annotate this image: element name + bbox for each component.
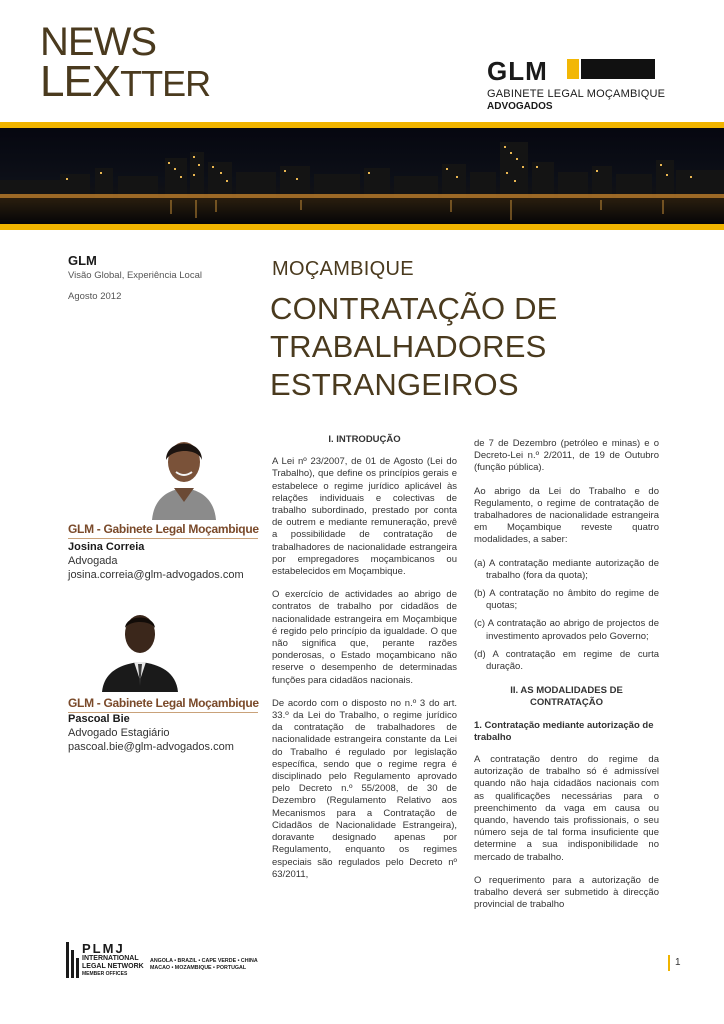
newsletter-title-tter: TTER bbox=[120, 63, 211, 104]
headline-line: ESTRANGEIROS bbox=[270, 367, 519, 402]
newsletter-title-lex: LEX bbox=[40, 57, 121, 106]
page-number: 1 bbox=[675, 957, 681, 968]
article-column-2 bbox=[474, 438, 659, 923]
plmj-network-name bbox=[82, 955, 144, 970]
glm-logo-yellow-block bbox=[567, 59, 579, 79]
paragraph: A Lei nº 23/2007, de 01 de Agosto (Lei do Trabalho), que define os princípios gerais e estabelece o regime jurídico aplicável às relações individuais e colectivas de trabalho subordinado, prestado por conta de outrem e mediante remuneração, prevê a possibilidade de contratação de trabalhadores de nacionalidade estrangeira por empregadores moçambicanos ou estabelecidos em Moçambique. bbox=[272, 456, 457, 578]
contact-divider bbox=[68, 538, 258, 539]
newsletter-title-line2 bbox=[40, 57, 211, 106]
headline-line: CONTRATAÇÃO DE bbox=[270, 291, 558, 326]
list-item: (b) A contratação no âmbito do regime de quotas; bbox=[474, 588, 659, 612]
article-column-1 bbox=[272, 434, 457, 892]
paragraph: A contratação dentro do regime da autorização de trabalho só é admissível quando não haja cidadãos nacionais com as qualificações necessárias para o preenchimento da vaga em causa ou quando, havendo tais profissionais, o seu número seja de tal forma insuficiente que determine a sua indisponibilidade no mercado de trabalho. bbox=[474, 754, 659, 863]
section-heading-modalidades: II. AS MODALIDADES DE CONTRATAÇÃO bbox=[510, 685, 623, 709]
sidebar-info bbox=[68, 253, 258, 302]
article-country: MOÇAMBIQUE bbox=[272, 258, 414, 280]
contact-email[interactable]: josina.correia@glm-advogados.com bbox=[68, 569, 244, 581]
contact-photo bbox=[94, 600, 186, 692]
plmj-countries bbox=[150, 958, 258, 972]
headline-line: TRABALHADORES bbox=[270, 329, 547, 364]
contact-firm: GLM - Gabinete Legal Moçambique bbox=[68, 522, 259, 536]
contact-role: Advogado Estagiário bbox=[68, 727, 170, 739]
section-heading-introducao: I. INTRODUÇÃO bbox=[328, 434, 401, 445]
plmj-countries-line2: MACAO • MOZAMBIQUE • PORTUGAL bbox=[150, 965, 247, 971]
sidebar-org: GLM bbox=[68, 253, 97, 268]
contact-card bbox=[68, 600, 268, 760]
plmj-network-logo bbox=[66, 942, 266, 982]
subsection-heading: 1. Contratação mediante autorização de trabalho bbox=[474, 719, 654, 743]
glm-logo-subtitle: ADVOGADOS bbox=[487, 101, 553, 112]
list-item: (d) A contratação em regime de curta duração. bbox=[474, 648, 659, 673]
plmj-network-line1: INTERNATIONAL bbox=[82, 955, 139, 962]
paragraph: Ao abrigo da Lei do Trabalho e do Regulamento, o regime de contratação de trabalhadores de nacionalidade estrangeira em Moçambique reveste quatro modalidades, a saber: bbox=[474, 485, 659, 546]
page-number-accent bbox=[668, 955, 670, 971]
header-accent-rule-bottom bbox=[0, 224, 724, 230]
contact-name: Josina Correia bbox=[68, 541, 145, 553]
contact-email[interactable]: pascoal.bie@glm-advogados.com bbox=[68, 741, 234, 753]
contact-card bbox=[68, 428, 268, 588]
plmj-network-line2: LEGAL NETWORK bbox=[82, 962, 144, 970]
plmj-bars-icon bbox=[66, 942, 80, 978]
contact-role: Advogada bbox=[68, 555, 118, 567]
paragraph: O requerimento para a autorização de trabalho deverá ser submetido à direcção provincial de trabalho bbox=[474, 874, 659, 911]
plmj-brand: PLMJ bbox=[82, 941, 125, 956]
sidebar-tagline: Visão Global, Experiência Local bbox=[68, 270, 202, 281]
contact-photo bbox=[138, 428, 230, 520]
list-item: (c) A contratação ao abrigo de projectos de investimento aprovados pelo Governo; bbox=[474, 618, 659, 642]
glm-logo bbox=[487, 56, 667, 112]
paragraph: de 7 de Dezembro (petróleo e minas) e o Decreto-Lei n.º 2/2011, de 19 de Outubro (função pública). bbox=[474, 438, 659, 474]
plmj-member-offices: MEMBER OFFICES bbox=[82, 971, 128, 977]
list-item: (a) A contratação mediante autorização de trabalho (fora da quota); bbox=[474, 557, 659, 581]
plmj-countries-line1: ANGOLA • BRAZIL • CAPE VERDE • CHINA bbox=[150, 958, 258, 964]
glm-logo-name: GABINETE LEGAL MOÇAMBIQUE bbox=[487, 88, 666, 100]
issue-date: Agosto 2012 bbox=[68, 291, 122, 302]
newsletter-title-line1: NEWS bbox=[40, 20, 156, 64]
contact-name: Pascoal Bie bbox=[68, 713, 130, 725]
newsletter-title bbox=[40, 22, 210, 104]
glm-logo-black-block bbox=[581, 59, 655, 79]
glm-logo-abbr: GLM bbox=[487, 56, 548, 86]
article-headline bbox=[270, 290, 700, 404]
paragraph: O exercício de actividades ao abrigo de contratos de trabalho por cidadãos de nacionalidade estrangeira em Moçambique é regido pelo princípio da igualdade. O que não significa que, perante razões ponderosas, o Estado moçambicano não reserve o desempenho de determinadas funções para cidadãos nacionais. bbox=[272, 589, 457, 686]
contact-firm: GLM - Gabinete Legal Moçambique bbox=[68, 696, 259, 710]
city-skyline-banner bbox=[0, 128, 724, 224]
paragraph: De acordo com o disposto no n.º 3 do art. 33.º da Lei do Trabalho, o regime jurídico da contratação de trabalhadores de nacionalidade estrangeira constante da Lei do Trabalho é regulado por legislação específica, sendo que o regime regra é disciplinado pelo Regulamento aprovado pelo Decreto n.º 55/2008, de 30 de Dezembro (Regulamento Relativo aos Mecanismos para a Contratação de Cidadãos de Nacionalidade Estrangeira), doravante designado apenas por Regulamento, enquanto os regimes especiais são regulados pelo Decreto nº 63/2011, bbox=[272, 697, 457, 880]
